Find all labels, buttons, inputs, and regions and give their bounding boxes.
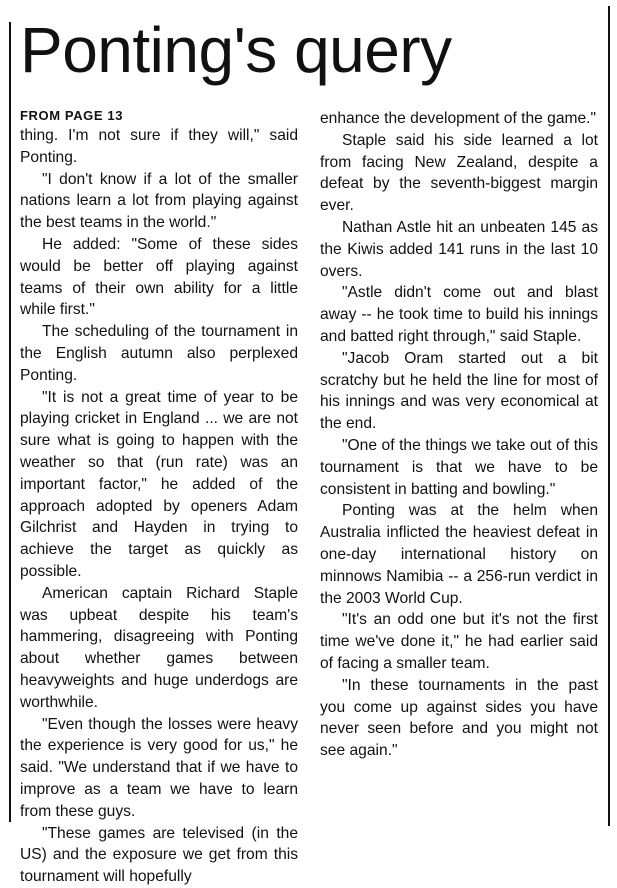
left-column-rule [9, 22, 11, 822]
paragraph: "In these tournaments in the past you come up against sides you have never seen before and you might not see again." [320, 676, 598, 760]
paragraph: "Even though the losses were heavy the experience is very good for us," he said. "We understand that if we have to improve as a team we have to learn from these guys. [20, 715, 298, 820]
paragraph: Staple said his side learned a lot from facing New Zealand, despite a defeat by the seventh-biggest margin ever. [320, 131, 598, 215]
paragraph: The scheduling of the tournament in the English autumn also perplexed Ponting. [20, 323, 298, 384]
paragraph: He added: "Some of these sides would be better off playing against teams of their own ability for a little while first." [20, 235, 298, 319]
paragraph: enhance the development of the game." [320, 110, 597, 127]
article-left-column [20, 108, 298, 888]
paragraph: "These games are televised (in the US) and the exposure we get from this tournament will hopefully [20, 824, 298, 886]
paragraph: "It is not a great time of year to be playing cricket in England ... we are not sure what is going to happen with the weather so that (run rate) was an important factor," he added of the approach adopted by openers Adam Gilchrist and Hayden in trying to achieve the target as quickly as possible. [20, 388, 298, 580]
article-right-column [320, 108, 598, 762]
paragraph: American captain Richard Staple was upbeat despite his team's hammering, disagreeing with Ponting about whether games between heavyweights and huge underdogs are worthwhile. [20, 584, 298, 711]
paragraph: "One of the things we take out of this tournament is that we have to be consistent in batting and bowling." [320, 436, 598, 498]
paragraph: "It's an odd one but it's not the first time we've done it," he had earlier said of facing a smaller team. [320, 611, 598, 672]
paragraph: thing. I'm not sure if they will," said Ponting. [20, 127, 298, 166]
paragraph: Ponting was at the helm when Australia inflicted the heaviest defeat in one-day international history on minnows Namibia -- a 256-run verdict in the 2003 World Cup. [320, 502, 598, 607]
paragraph: "Jacob Oram started out a bit scratchy but he held the line for most of his innings and was very economical at the end. [320, 349, 598, 433]
headline: Ponting's query [20, 14, 452, 86]
continuation-kicker: FROM PAGE 13 [20, 108, 124, 123]
paragraph: "I don't know if a lot of the smaller nations learn a lot from playing against the best teams in the world." [20, 170, 298, 232]
paragraph: "Astle didn't come out and blast away -- he took time to build his innings and batted right through," said Staple. [320, 284, 598, 345]
right-column-rule [608, 6, 610, 826]
paragraph: Nathan Astle hit an unbeaten 145 as the Kiwis added 141 runs in the last 10 overs. [320, 218, 598, 280]
